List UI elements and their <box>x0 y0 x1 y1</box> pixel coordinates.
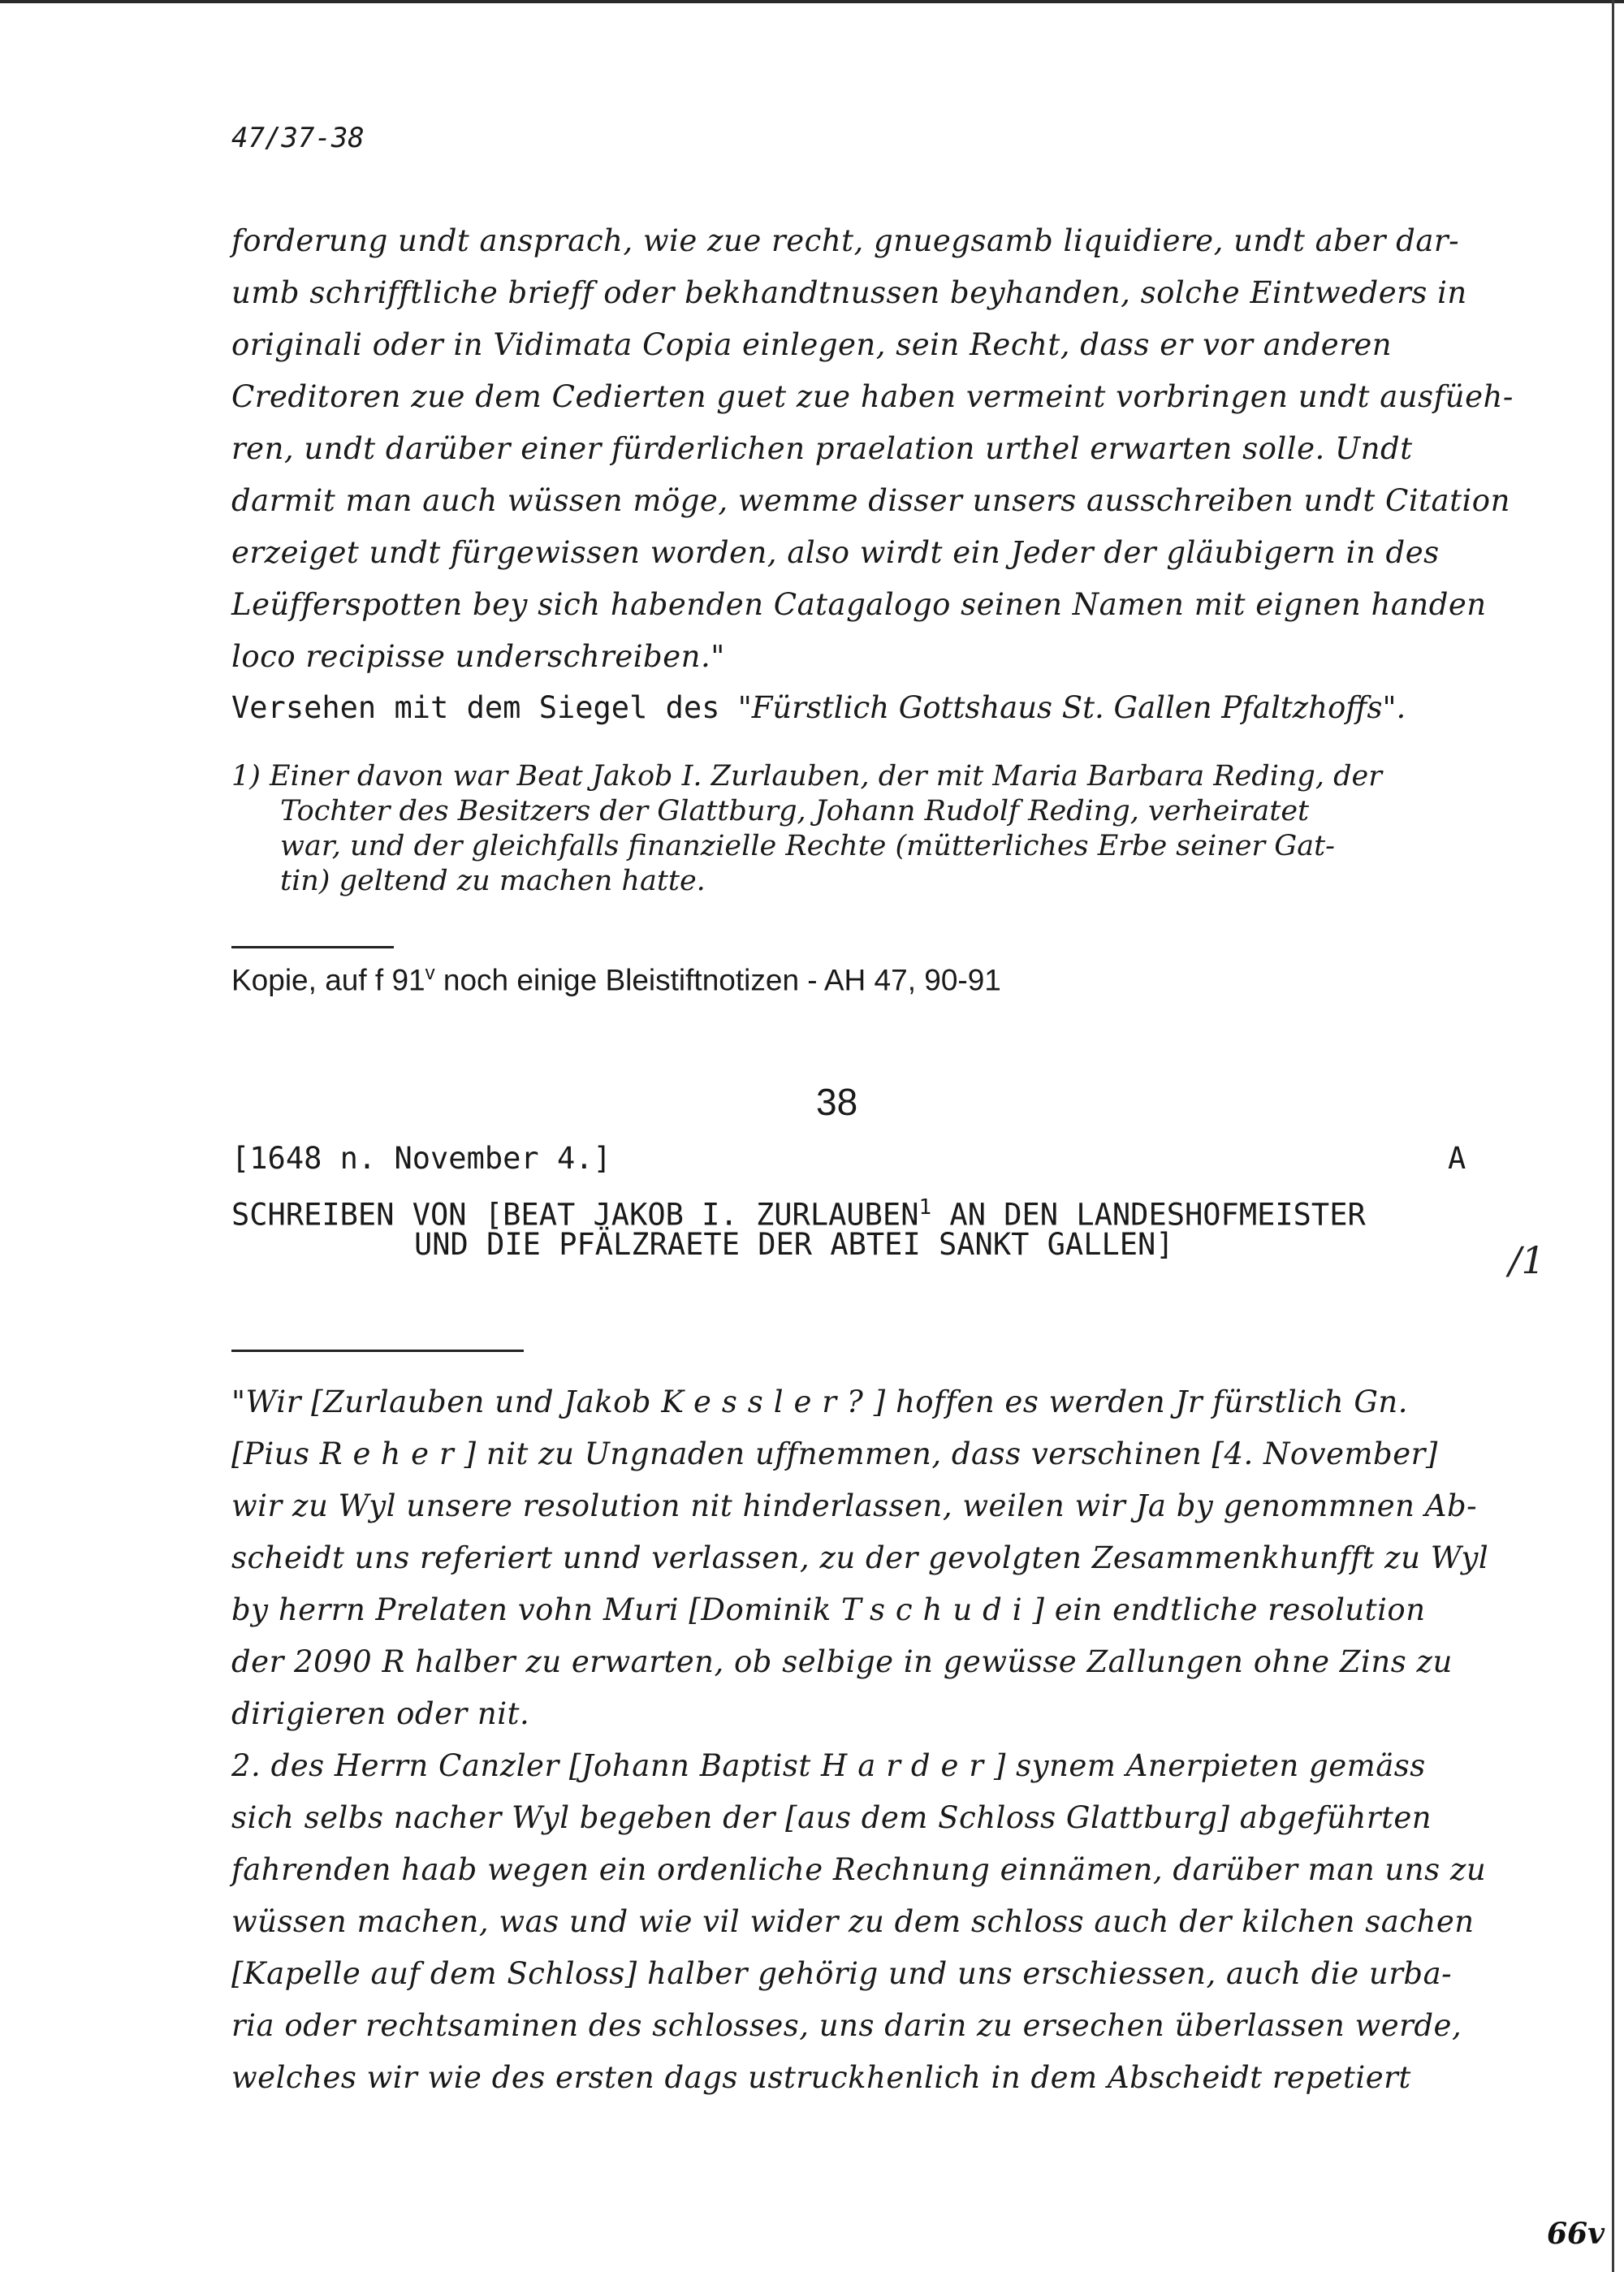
right-edge-line <box>1612 0 1614 2272</box>
letter-line <box>231 1740 1498 1792</box>
quote-line: ren, undt darüber einer fürderlichen praelation urthel erwarten solle. Undt <box>231 431 1413 466</box>
letter-text-segment: wüssen machen, was und wie vil wider zu dem schloss auch der kilchen sachen <box>231 1904 1475 1939</box>
heading-line-1 <box>231 1190 1498 1233</box>
letter-line <box>231 1792 1498 1844</box>
letter-text-segment: dirigieren oder nit. <box>231 1696 530 1731</box>
letter-text-segment: ] synem Anerpieten gemäss <box>993 1748 1426 1783</box>
quote-line: forderung undt ansprach, wie zue recht, gnuegsamb liquidiere, undt aber dar- <box>231 223 1460 258</box>
letter-text-segment: fahrenden haab wegen ein ordenliche Rechnung einnämen, darüber man uns zu <box>231 1852 1487 1887</box>
letter-text-segment: ria oder rechtsaminen des schlosses, uns darin zu ersechen überlassen werde, <box>231 2008 1462 2043</box>
document-number: 38 <box>816 1081 858 1123</box>
footnote-line: 1) Einer davon war Beat Jakob I. Zurlauben, der mit Maria Barbara Reding, der <box>231 760 1382 793</box>
copy-note-suffix: noch einige Bleistiftnotizen - AH 47, 90-91 <box>434 963 1001 997</box>
copy-note-superscript: v <box>425 962 435 984</box>
seal-text: "Fürstlich Gottshaus St. Gallen Pfaltzhoffs". <box>737 690 1406 725</box>
heading-line-1-a: SCHREIBEN VON [BEAT JAKOB I. ZURLAUBEN <box>231 1197 919 1233</box>
spaced-name: Reher <box>319 1436 464 1471</box>
letter-text-segment: welches wir wie des ersten dags ustruckhenlich in dem Abscheidt repetiert <box>231 2060 1411 2095</box>
footnote-divider <box>231 946 394 948</box>
letter-line <box>231 1584 1498 1636</box>
continued-quote <box>231 215 1514 683</box>
quote-line: Creditoren zue dem Cedierten guet zue haben vermeint vorbringen undt ausfüeh- <box>231 379 1514 414</box>
quote-line: originali oder in Vidimata Copia einlegen, sein Recht, dass er vor anderen <box>231 327 1393 362</box>
letter-line <box>231 2000 1498 2052</box>
seal-prefix: Versehen mit dem Siegel des <box>231 690 738 725</box>
letter-text-segment: sich selbs nacher Wyl begeben der [aus dem Schloss Glattburg] abgeführten <box>231 1800 1432 1835</box>
document-heading <box>231 1190 1498 1263</box>
spaced-name: Harder <box>821 1748 994 1783</box>
letter-line <box>231 1376 1498 1428</box>
footnote <box>231 759 1506 899</box>
letter-line <box>231 1428 1498 1480</box>
letter-line <box>231 1844 1498 1896</box>
copy-note <box>231 962 1001 997</box>
letter-line <box>231 1688 1498 1740</box>
letter-text-segment: ] ein endtliche resolution <box>1032 1592 1426 1627</box>
quote-line: Leüfferspotten bey sich habenden Catagalogo seinen Namen mit eignen handen <box>231 587 1487 622</box>
letter-line <box>231 1532 1498 1584</box>
copy-note-prefix: Kopie, auf f 91 <box>231 963 425 997</box>
letter-divider <box>231 1350 524 1352</box>
spaced-name: Tschudi <box>841 1592 1033 1627</box>
letter-text-segment: ] nit zu Ungnaden uffnemmen, dass verschinen [4. November] <box>464 1436 1438 1471</box>
page-reference: 47/37-38 <box>231 122 365 154</box>
top-edge-line <box>0 0 1624 3</box>
letter-text-segment: scheidt uns referiert unnd verlassen, zu der gevolgten Zesammenkhunfft zu Wyl <box>231 1540 1489 1575</box>
letter-text-segment: [Kapelle auf dem Schloss] halber gehörig und uns erschiessen, auch die urba- <box>231 1956 1453 1991</box>
footnote-line: war, und der gleichfalls finanzielle Rechte (mütterliches Erbe seiner Gat- <box>280 830 1335 862</box>
letter-text-segment: "Wir [Zurlauben und Jakob <box>231 1384 662 1419</box>
letter-text-segment: by herrn Prelaten vohn Muri [Dominik <box>231 1592 842 1627</box>
margin-mark: /1 <box>1509 1238 1545 1282</box>
footnote-line: tin) geltend zu machen hatte. <box>280 865 706 897</box>
heading-line-2: UND DIE PFÄLZRAETE DER ABTEI SANKT GALLEN] <box>414 1227 1174 1262</box>
seal-note <box>231 690 1406 725</box>
letter-text <box>231 1376 1498 2104</box>
date-line: [1648 n. November 4.] <box>231 1141 611 1176</box>
letter-text-segment: [Pius <box>231 1436 320 1471</box>
heading-footnote-ref: 1 <box>918 1195 932 1220</box>
letter-line <box>231 1948 1498 2000</box>
quote-line: umb schrifftliche brieff oder bekhandtnussen beyhanden, solche Eintweders in <box>231 275 1467 310</box>
heading-line-1-b: AN DEN LANDESHOFMEISTER <box>931 1197 1366 1233</box>
letter-line <box>231 1480 1498 1532</box>
letter-line <box>231 1636 1498 1688</box>
quote-line: darmit man auch wüssen möge, wemme disser unsers ausschreiben undt Citation <box>231 483 1510 518</box>
letter-code: A <box>1448 1141 1466 1176</box>
letter-text-segment: 2. des Herrn Canzler [Johann Baptist <box>231 1748 821 1783</box>
footnote-line: Tochter des Besitzers der Glattburg, Johann Rudolf Reding, verheiratet <box>280 795 1310 827</box>
letter-line <box>231 2052 1498 2104</box>
letter-line <box>231 1896 1498 1948</box>
letter-text-segment: der 2090 R halber zu erwarten, ob selbige in gewüsse Zallungen ohne Zins zu <box>231 1644 1453 1679</box>
spaced-name: Kessler? <box>661 1384 874 1419</box>
quote-line: erzeiget undt fürgewissen worden, also wirdt ein Jeder der gläubigern in des <box>231 535 1440 570</box>
quote-line: loco recipisse underschreiben." <box>231 639 725 674</box>
letter-text-segment: wir zu Wyl unsere resolution nit hinderlassen, weilen wir Ja by genommnen Ab- <box>231 1488 1478 1523</box>
handwritten-page-number: 66v <box>1547 2217 1605 2251</box>
letter-text-segment: ] hoffen es werden Jr fürstlich Gn. <box>873 1384 1408 1419</box>
